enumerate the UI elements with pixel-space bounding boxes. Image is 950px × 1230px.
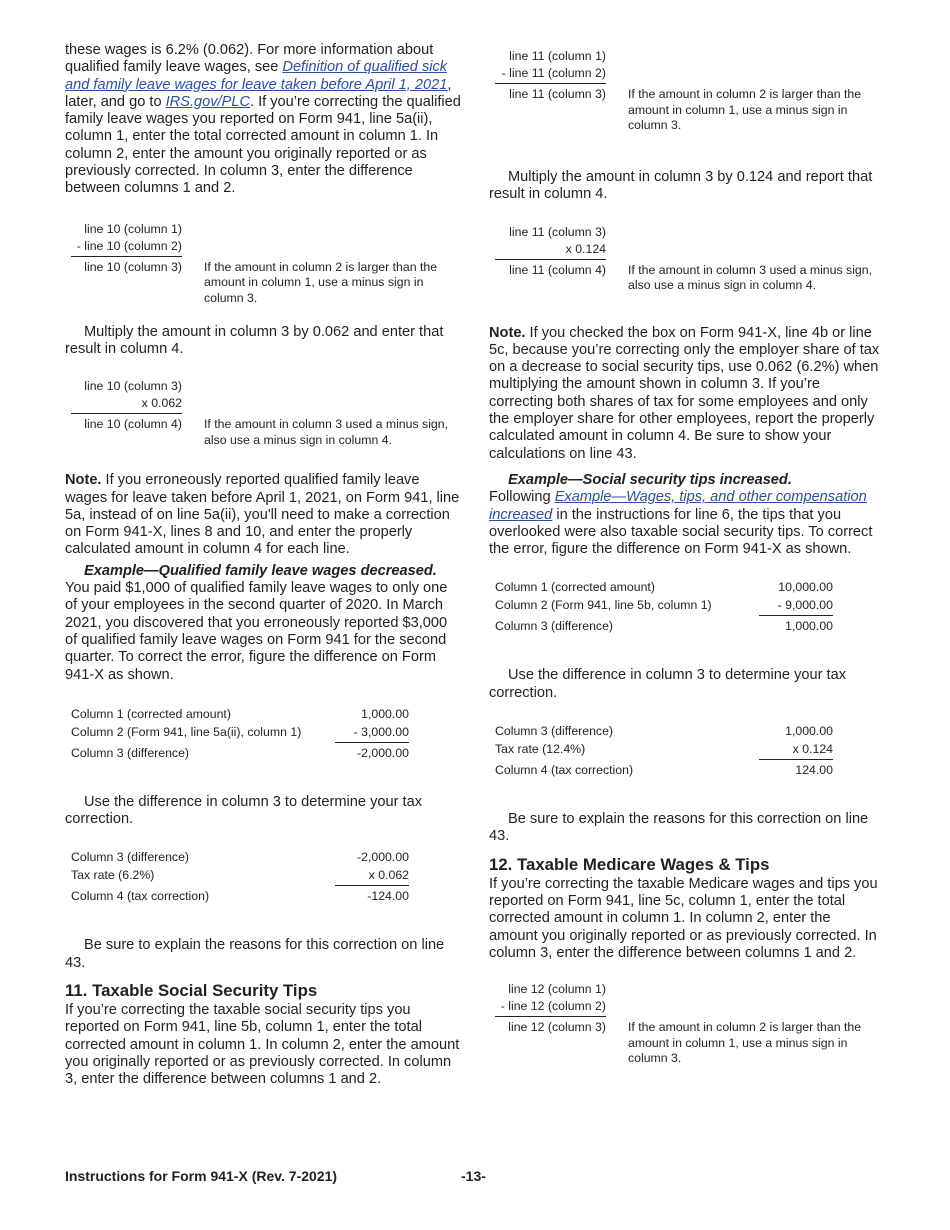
- calc-note: If the amount in column 3 used a minus sign, also use a minus sign in column 4.: [628, 262, 873, 293]
- example-title: Example—Qualified family leave wages decreased.: [84, 562, 437, 579]
- footer-title: Instructions for Form 941-X (Rev. 7-2021): [65, 1168, 338, 1184]
- page-number: -13-: [461, 1168, 486, 1184]
- line10-multiply-calc: [65, 379, 462, 447]
- section-11-body: If you’re correcting the taxable social security tips you reported on Form 941, line 5b, column 1, enter the total corrected amount in column 1. In column 2, enter the amount you originally reported or as previously corrected. In column 3, enter the difference between columns 1 and 2.: [65, 1002, 460, 1088]
- calc-line: line 11 (column 1): [509, 49, 606, 63]
- use-difference-paragraph: Use the difference in column 3 to determine your tax correction.: [489, 667, 847, 701]
- multiply-paragraph: Multiply the amount in column 3 by 0.062 and enter that result in column 4.: [65, 323, 444, 357]
- calc-line: - line 12 (column 2): [500, 999, 606, 1014]
- calc-line: line 12 (column 1): [508, 982, 606, 997]
- section-12-heading: 12. Taxable Medicare Wages & Tips: [489, 854, 770, 874]
- right-column: [489, 42, 881, 1066]
- table-row: Column 2 (Form 941, line 5a(ii), column 1) - 3,000.00: [71, 724, 409, 739]
- line10-difference-calc: [65, 222, 462, 306]
- line12-difference-calc: [489, 982, 881, 1066]
- table-row: Tax rate (6.2%) x 0.062: [71, 868, 409, 883]
- calc-line: x 0.124: [565, 241, 606, 256]
- example-title: Example—Social security tips increased.: [508, 471, 792, 488]
- tax-correction-table: [65, 848, 462, 905]
- difference-table: [65, 705, 462, 762]
- table-rule: [759, 615, 833, 616]
- note-paragraph: Note. If you checked the box on Form 941-X, line 4b or line 5c, because you’re correcting only the employer share of tax on a decrease to social security tips, use 0.062 (6.2%) when multiplying the amount shown in column 3. If you’re correcting both shares of tax for some employees and only the employer share for other employees, report the properly calculated amount in column 4. Be sure to show your calculations on line 43.: [489, 324, 880, 462]
- table-row: Column 3 (difference) -2,000.00: [71, 850, 409, 865]
- explain-paragraph: Be sure to explain the reasons for this correction on line 43.: [489, 811, 869, 845]
- tax-correction-table: [489, 722, 881, 779]
- table-row: Column 4 (tax correction) 124.00: [489, 761, 881, 779]
- table-row: Column 3 (difference) 1,000.00: [489, 617, 881, 635]
- calc-line: x 0.062: [141, 396, 182, 411]
- calc-note: If the amount in column 2 is larger than the amount in column 1, use a minus sign in column 3.: [628, 1020, 862, 1066]
- note-paragraph: Note. If you erroneously reported qualified family leave wages for leave taken before April 1, 2021, on Form 941, line 5a, instead of on line 5a(ii), you'll need to make a correction on Form 941-X, lines 8 and 10, and enter the properly calculated amount in column 4 for each line.: [65, 472, 460, 558]
- example-paragraph: Example—Qualified family leave wages decreased. You paid $1,000 of qualified family leave wages to only one of your employees in the second quarter of 2020. In March 2021, you discovered that you erroneously reported $3,000 of qualified family leave wages on Form 941 for the second quarter. To correct the error, figure the difference on Form 941-X as shown.: [65, 562, 448, 683]
- calc-line: line 11 (column 3): [509, 224, 606, 239]
- multiply-paragraph: Multiply the amount in column 3 by 0.124 and report that result in column 4.: [489, 169, 873, 203]
- calc-line: line 11 (column 3): [509, 87, 606, 101]
- difference-table: [489, 578, 881, 635]
- line11-difference-calc: [489, 49, 881, 133]
- note-label: Note.: [489, 324, 526, 341]
- calc-note: If the amount in column 2 is larger than the amount in column 1, use a minus sign in column 3.: [204, 259, 438, 305]
- table-rule: [335, 742, 409, 743]
- calc-rule: [495, 259, 606, 260]
- table-row: Column 3 (difference) 1,000.00: [495, 724, 833, 739]
- calc-note: If the amount in column 2 is larger than the amount in column 1, use a minus sign in column 3.: [628, 87, 862, 132]
- note-label: Note.: [65, 472, 102, 489]
- irs-plc-link[interactable]: IRS.gov/PLC: [165, 93, 250, 110]
- table-rule: [759, 759, 833, 760]
- left-column: [65, 42, 462, 1089]
- section-11-heading: 11. Taxable Social Security Tips: [65, 981, 318, 1001]
- example-paragraph: Example—Social security tips increased. Following Example—Wages, tips, and other compensation increased in the instructions for line 6, the tips that you overlooked were also taxable social security tips. To correct the error, figure the difference on Form 941-X as shown.: [489, 472, 881, 558]
- wages-example-link[interactable]: Example—Wages, tips, and other compensation increased: [489, 489, 867, 523]
- definition-link[interactable]: Definition of qualified sick and family leave wages for leave taken before April 1, 2021: [65, 59, 448, 93]
- calc-line: - line 10 (column 2): [76, 238, 182, 253]
- table-row: Column 4 (tax correction) -124.00: [65, 887, 462, 905]
- calc-line: line 10 (column 4): [84, 417, 182, 432]
- calc-line: line 12 (column 3): [508, 1020, 606, 1035]
- calc-note: If the amount in column 3 used a minus sign, also use a minus sign in column 4.: [204, 417, 449, 447]
- calc-line: - line 11 (column 2): [501, 66, 606, 80]
- calc-rule: [71, 413, 182, 414]
- calc-rule: [495, 1016, 606, 1017]
- table-row: Column 1 (corrected amount) 10,000.00: [495, 580, 833, 595]
- intro-paragraph: these wages is 6.2% (0.062). For more information about qualified family leave wages, see Definition of qualified sick and family leave wages for leave taken before April 1, 2021, later, and go to IRS.gov/PLC. If you’re correcting the qualified family leave wages you reported on Form 941, line 5a(ii), column 1, enter the total corrected amount in column 1. In column 2, enter the amount you originally reported or as previously corrected. In column 3, enter the difference between columns 1 and 2.: [65, 42, 461, 197]
- table-rule: [335, 885, 409, 886]
- calc-rule: [71, 256, 182, 257]
- table-row: Column 2 (Form 941, line 5b, column 1) - 9,000.00: [495, 598, 833, 613]
- explain-paragraph: Be sure to explain the reasons for this correction on line 43.: [65, 937, 445, 971]
- table-row: Column 3 (difference) -2,000.00: [65, 744, 462, 762]
- use-difference-paragraph: Use the difference in column 3 to determine your tax correction.: [65, 793, 423, 828]
- table-row: Column 1 (corrected amount) 1,000.00: [71, 706, 409, 721]
- section-12-body: If you’re correcting the taxable Medicare wages and tips you reported on Form 941, line 5c, column 1, enter the total corrected amount in column 1. In column 2, enter the amount you originally reported or as previously corrected. In column 3, enter the difference between columns 1 and 2.: [489, 875, 878, 961]
- calc-line: line 10 (column 1): [84, 221, 182, 236]
- calc-line: line 10 (column 3): [84, 379, 182, 394]
- line11-multiply-calc: [489, 225, 881, 293]
- table-row: Tax rate (12.4%) x 0.124: [495, 742, 833, 757]
- calc-line: line 10 (column 3): [84, 259, 182, 274]
- calc-line: line 11 (column 4): [509, 262, 606, 277]
- calc-rule: [495, 83, 606, 84]
